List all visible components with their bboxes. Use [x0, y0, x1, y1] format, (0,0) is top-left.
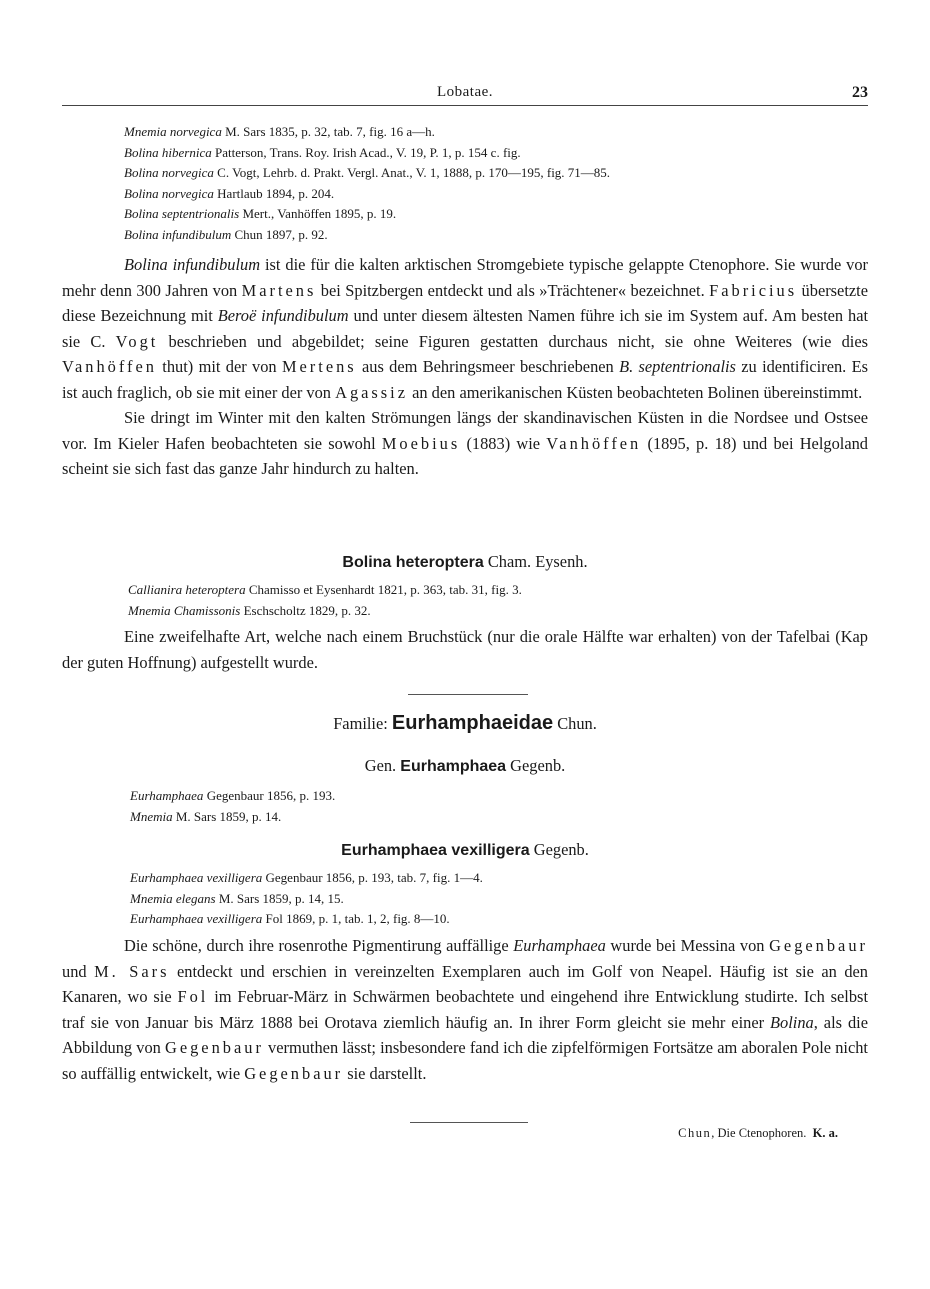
synonym-reference: M. Sars 1859, p. 14, 15.: [218, 890, 344, 906]
text-run: bei Spitzbergen entdeckt und als »Trächtener« bezeichnet.: [316, 280, 710, 300]
section-divider: [408, 694, 528, 695]
synonymy-bolina-heteroptera: [128, 580, 522, 621]
footer-title: , Die Ctenophoren.: [711, 1126, 807, 1140]
synonym-line: [124, 163, 610, 184]
text-run: zu identificiren. Es ist auch fraglich, ob sie mit einer der von: [62, 357, 868, 402]
synonym-name: Eurhamphaea: [130, 788, 204, 803]
synonym-reference: Eschscholtz 1829, p. 32.: [243, 602, 371, 618]
genus-name: Eurhamphaea: [400, 758, 507, 775]
text-run: wurde bei Messina von: [605, 936, 770, 955]
synonym-reference: Mert., Vanhöffen 1895, p. 19.: [242, 206, 397, 221]
species-heading-eurhamphaea: [62, 840, 868, 860]
synonym-reference: C. Vogt, Lehrb. d. Prakt. Vergl. Anat., V. 1, 1888, p. 170—195, fig. 71—85.: [217, 165, 611, 180]
footer-author: Chun: [678, 1126, 712, 1140]
paragraph-eurhamphaea: [62, 933, 868, 1086]
synonym-reference: Gegenbaur 1856, p. 193.: [206, 788, 336, 803]
genus-author: Gegenb.: [506, 756, 566, 775]
synonymy-bolina-infundibulum: [124, 122, 610, 245]
family-author: Chun.: [553, 714, 597, 733]
text-run: vermuthen lässt; insbesondere fand ich die zipfelförmigen Fortsätze am aboralen Pole nicht so auffällig entwickelt, wie: [62, 1038, 868, 1083]
author-name: Vanhöffen: [546, 433, 642, 453]
synonym-name: Mnemia elegans: [130, 890, 216, 906]
synonym-name: Bolina hibernica: [124, 144, 212, 160]
synonym-name: Mnemia: [130, 808, 173, 824]
author-name: Fol: [177, 987, 209, 1006]
genus-heading: [62, 756, 868, 776]
synonym-reference: Hartlaub 1894, p. 204.: [217, 185, 335, 201]
family-name: Eurhamphaeidae: [391, 712, 554, 734]
synonym-name: Mnemia norvegica: [124, 124, 222, 139]
synonym-line: [124, 122, 610, 143]
taxon-name: Eurhamphaea: [513, 936, 606, 955]
author-name: Agassiz: [335, 382, 409, 402]
author-name: Vanhöffen: [62, 357, 157, 376]
paragraph-bolina-distribution: [62, 405, 868, 482]
author-name: Vogt: [115, 331, 159, 351]
running-head: [62, 84, 868, 106]
text-run: und unter diesem ältesten Namen führe ich sie im System auf. Am besten hat sie C.: [62, 306, 869, 351]
taxon-name: Bolina: [770, 1012, 814, 1032]
species-author: Gegenb.: [529, 840, 589, 859]
header-rule: [62, 105, 868, 106]
text-run: im Februar-März in Schwärmen beobachtete und eingehend ihre Entwicklung studirte. Ich selbst traf sie von Januar bis März 1888 bei Orotava ziemlich häufig an. In ihrer Form gleicht sie mehr einer: [62, 987, 868, 1032]
body-paragraph-heteroptera: [62, 624, 868, 675]
author-name: Gegenbaur: [769, 936, 868, 955]
text-run: sie darstellt.: [343, 1063, 427, 1083]
body-paragraph-eurhamphaea: [62, 933, 868, 1086]
synonym-name: Eurhamphaea vexilligera: [130, 870, 263, 885]
synonym-reference: Fol 1869, p. 1, tab. 1, 2, fig. 8—10.: [265, 911, 450, 926]
text-run: , als die Abbildung von: [62, 1012, 868, 1057]
synonym-line: [130, 909, 483, 930]
synonym-name: Bolina septentrionalis: [124, 206, 240, 221]
text-run: beschrieben und abgebildet; seine Figuren gestatten durchaus nicht, sie ohne Weiteres (wie dies: [158, 331, 868, 351]
text-run: (1895, p. 18) und bei Helgoland scheint sie sich fast das ganze Jahr hindurch zu halten.: [62, 433, 868, 478]
species-name: Bolina heteroptera: [342, 554, 484, 571]
species-heading-bolina-heteroptera: [62, 552, 868, 572]
synonym-line: [130, 889, 483, 910]
synonym-reference: Gegenbaur 1856, p. 193, tab. 7, fig. 1—4.: [265, 870, 483, 885]
running-head-title: Lobatae.: [436, 84, 494, 100]
synonymy-species: [130, 868, 483, 930]
author-name: Mertens: [281, 357, 357, 376]
synonym-reference: Chun 1897, p. 92.: [234, 226, 328, 242]
genus-prefix: Gen.: [364, 756, 401, 775]
body-paragraphs-bolina: [62, 252, 868, 482]
synonym-line: [128, 601, 522, 622]
page-number: 23: [852, 84, 868, 101]
synonym-line: [130, 807, 335, 828]
author-name: Moebius: [381, 433, 461, 453]
synonym-name: Bolina norvegica: [124, 185, 214, 201]
footer-sheet-mark: K. a.: [812, 1126, 838, 1140]
synonym-line: [124, 225, 610, 246]
text-run: (1883) wie: [460, 433, 547, 453]
synonymy-genus: [130, 786, 335, 827]
synonym-reference: M. Sars 1859, p. 14.: [175, 808, 282, 824]
text-run: ist die für die kalten arktischen Stromgebiete typische gelappte Ctenophore. Sie wurde vor mehr denn 300 Jahren von: [62, 255, 868, 300]
synonym-line: [130, 786, 335, 807]
text-run: Sie dringt im Winter mit den kalten Strömungen längs der skandinavischen Küsten in die Nordsee und Ostsee vor. Im Kieler Hafen beobachteten sie sowohl: [62, 408, 868, 453]
taxon-name: Bolina infundibulum: [124, 255, 261, 274]
author-name: Martens: [241, 280, 317, 300]
synonym-line: [130, 868, 483, 889]
author-name: Gegenbaur: [244, 1063, 344, 1083]
text-run: aus dem Behringsmeer beschriebenen: [356, 357, 620, 376]
synonym-name: Bolina norvegica: [124, 165, 214, 180]
text-run: entdeckt und erschien in vereinzelten Exemplaren auch im Golf von Neapel. Häufig ist sie an den Kanaren, wo sie: [62, 961, 868, 1006]
synonym-line: [124, 143, 610, 164]
paragraph-bolina-infundibulum: [62, 252, 868, 405]
synonym-line: [124, 204, 610, 225]
footer-signature: [678, 1126, 838, 1141]
species-name: Eurhamphaea vexilligera: [341, 842, 530, 859]
text-run: und: [62, 961, 95, 981]
synonym-name: Callianira heteroptera: [128, 582, 246, 597]
synonym-line: [128, 580, 522, 601]
author-name: Fabricius: [709, 280, 798, 300]
text-run: thut) mit der von: [156, 357, 282, 376]
synonym-name: Bolina infundibulum: [124, 226, 232, 242]
author-name: Gegenbaur: [165, 1038, 264, 1057]
text-run: an den amerikanischen Küsten beobachteten Bolinen übereinstimmt.: [408, 382, 863, 402]
synonym-line: [124, 184, 610, 205]
taxon-name: B. septentrionalis: [619, 357, 736, 376]
footer-divider: [410, 1122, 528, 1123]
family-prefix: Familie:: [333, 714, 392, 733]
synonym-name: Eurhamphaea vexilligera: [130, 911, 263, 926]
synonym-reference: Chamisso et Eysenhardt 1821, p. 363, tab. 31, fig. 3.: [248, 582, 522, 597]
text-run: Die schöne, durch ihre rosenrothe Pigmentirung auffällige: [124, 936, 514, 955]
author-name: M. Sars: [94, 961, 170, 981]
species-author: Cham. Eysenh.: [483, 552, 588, 571]
synonym-reference: Patterson, Trans. Roy. Irish Acad., V. 19, P. 1, p. 154 c. fig.: [215, 144, 521, 160]
family-heading: [62, 712, 868, 735]
text-run: übersetzte diese Bezeichnung mit: [62, 280, 868, 325]
taxon-name: Beroë infundibulum: [217, 306, 349, 325]
synonym-name: Mnemia Chamissonis: [128, 602, 241, 618]
paragraph-bolina-heteroptera: Eine zweifelhafte Art, welche nach einem Bruchstück (nur die orale Hälfte war erhalten) von der Tafelbai (Kap der guten Hoffnung) aufgestellt wurde.: [62, 627, 868, 672]
synonym-reference: M. Sars 1835, p. 32, tab. 7, fig. 16 a—h.: [225, 124, 435, 139]
